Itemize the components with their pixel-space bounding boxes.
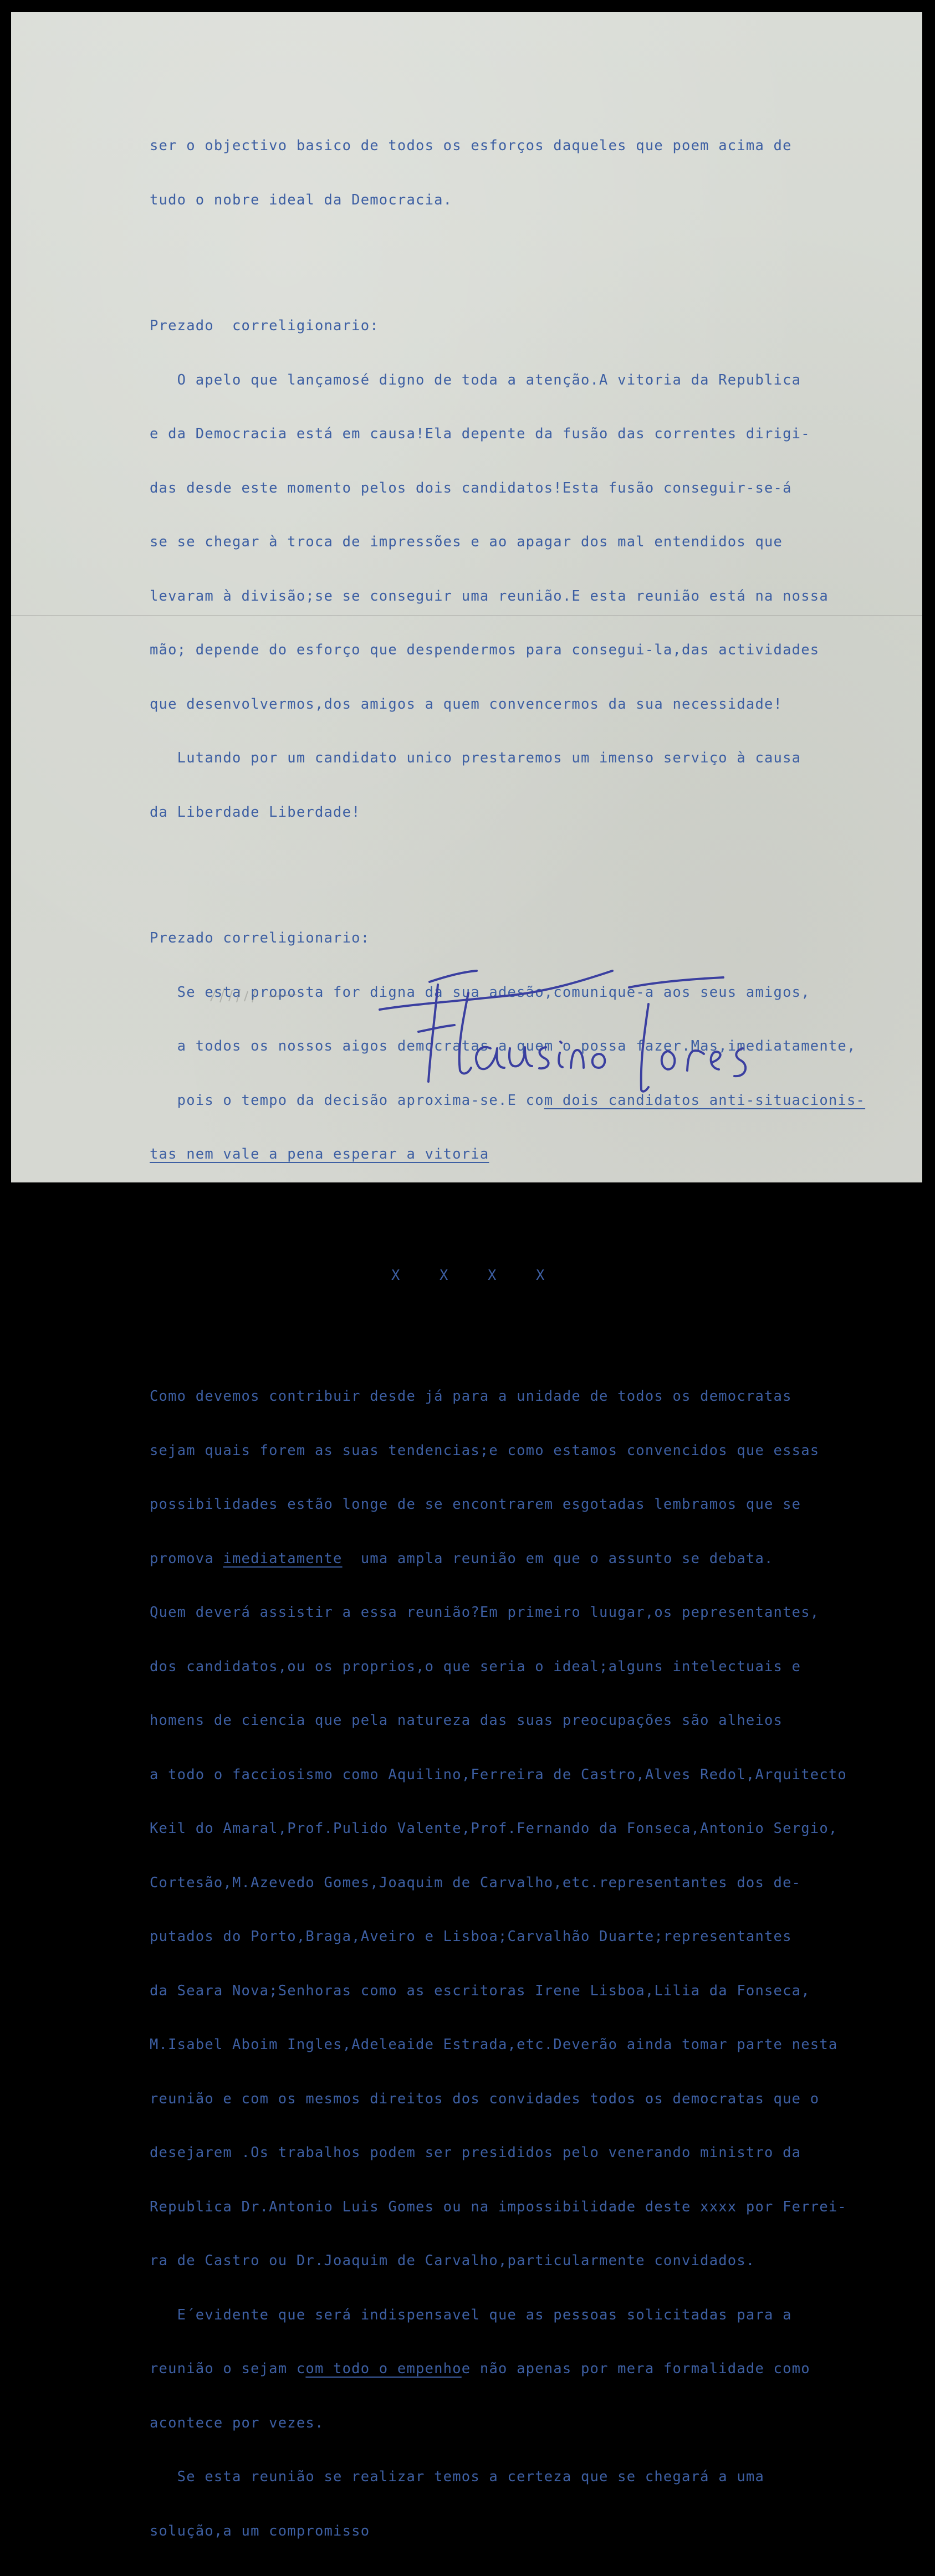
faint-stamp-mark <box>208 985 302 1007</box>
underlined-text: m dois candidatos anti-situacionis- <box>544 1092 866 1109</box>
separator-mark: X <box>488 1267 497 1284</box>
text-line: que desenvolvermos,dos amigos a quem convencermos da sua necessidade! <box>150 695 783 713</box>
handwritten-signature <box>380 949 762 1109</box>
text-line: se se chegar à troca de impressões e ao apagar dos mal entendidos que <box>150 534 783 550</box>
text-line: sejam quais forem as suas tendencias;e como estamos convencidos que essas <box>150 1442 820 1459</box>
section-separator <box>150 1267 920 1285</box>
text-line: solução,a um compromisso <box>150 2522 370 2539</box>
text-line: Quem deverá assistir a essa reunião?Em primeiro luugar,os pepresentantes, <box>150 1604 820 1621</box>
text-line: E´evidente que será indispensavel que as pessoas solicitadas para a <box>150 2306 792 2323</box>
text-line: Se esta reunião se realizar temos a certeza que se chegará a uma <box>150 2469 765 2485</box>
text-line: levaram à divisão;se se conseguir uma reunião.E esta reunião está na nossa <box>150 587 829 605</box>
text-line: ser o objectivo basico de todos os esforços daqueles que poem acima de <box>150 137 792 154</box>
text-line: possibilidades estão longe de se encontrarem esgotadas lembramos que se <box>150 1496 801 1513</box>
text-segment: uma ampla reunião em que o assunto se debata. <box>342 1550 774 1567</box>
text-line <box>150 1550 920 1568</box>
text-segment: promova <box>150 1550 223 1567</box>
greeting: Prezado correligionario: <box>150 930 370 946</box>
text-segment: reunião o sejam c <box>150 2360 306 2377</box>
text-line: O apelo que lançamosé digno de toda a atenção.A vitoria da Republica <box>150 371 801 388</box>
separator-mark: X <box>536 1267 545 1284</box>
text-line: mão; depende do esforço que despendermos para consegui-la,das actividades <box>150 642 820 658</box>
text-line: Se esta proposta for digna da sua adesão,comunique-a aos seus amigos, <box>150 984 810 1001</box>
separator-mark: X <box>440 1267 448 1284</box>
text-line: e da Democracia está em causa!Ela depente da fusão das correntes dirigi- <box>150 426 810 442</box>
text-line: desejarem .Os trabalhos podem ser presididos pelo venerando ministro da <box>150 2144 801 2161</box>
text-line: putados do Porto,Braga,Aveiro e Lisboa;Carvalhão Duarte;representantes <box>150 1928 792 1945</box>
underlined-text: tas nem vale a pena esperar a vitoria <box>150 1146 489 1162</box>
underlined-text: imediatamente <box>223 1550 343 1567</box>
text-line: Lutando por um candidato unico prestaremos um imenso serviço à causa <box>150 750 801 766</box>
text-line <box>150 1145 920 1164</box>
text-line: tudo o nobre ideal da Democracia. <box>150 191 453 208</box>
greeting: Prezado correligionario: <box>150 317 379 334</box>
text-line: Cortesão,M.Azevedo Gomes,Joaquim de Carvalho,etc.representantes dos de- <box>150 1874 801 1891</box>
text-line: dos candidatos,ou os proprios,o que seria o ideal;alguns intelectuais e <box>150 1658 801 1675</box>
text-line: homens de ciencia que pela natureza das suas preocupações são alheios <box>150 1712 783 1729</box>
text-line: ra de Castro ou Dr.Joaquim de Carvalho,particularmente convidados. <box>150 2252 755 2269</box>
text-line: acontece por vezes. <box>150 2414 324 2431</box>
letter-page <box>11 12 922 2539</box>
text-line <box>150 2360 920 2378</box>
text-line: Keil do Amaral,Prof.Pulido Valente,Prof.Fernando da Fonseca,Antonio Sergio, <box>150 1820 838 1837</box>
text-line: M.Isabel Aboim Ingles,Adeleaide Estrada,etc.Deverão ainda tomar parte nesta <box>150 2036 838 2053</box>
text-line: a todos os nossos aigos democratas a quem o possa fazer.Mas,imediatamente, <box>150 1038 856 1054</box>
underlined-text: om todo o empenho <box>305 2360 462 2377</box>
text-line: da Seara Nova;Senhoras como as escritoras Irene Lisboa,Lilia da Fonseca, <box>150 1982 810 1999</box>
text-line: a todo o facciosismo como Aquilino,Ferreira de Castro,Alves Redol,Arquitecto <box>150 1766 847 1783</box>
text-line: reunião e com os mesmos direitos dos convidades todos os democratas que o <box>150 2090 820 2107</box>
separator-mark: X <box>391 1267 400 1284</box>
text-line: Como devemos contribuir desde já para a unidade de todos os democratas <box>150 1388 792 1405</box>
text-segment: pois o tempo da decisão aproxima-se.E co <box>150 1092 544 1109</box>
text-segment: e não apenas por mera formalidade como <box>461 2360 810 2377</box>
text-line: Republica Dr.Antonio Luis Gomes ou na impossibilidade deste xxxx por Ferrei- <box>150 2198 847 2215</box>
text-line: da Liberdade Liberdade! <box>150 803 361 821</box>
typed-letter-body <box>150 101 920 2576</box>
text-line: das desde este momento pelos dois candidatos!Esta fusão conseguir-se-á <box>150 479 792 496</box>
